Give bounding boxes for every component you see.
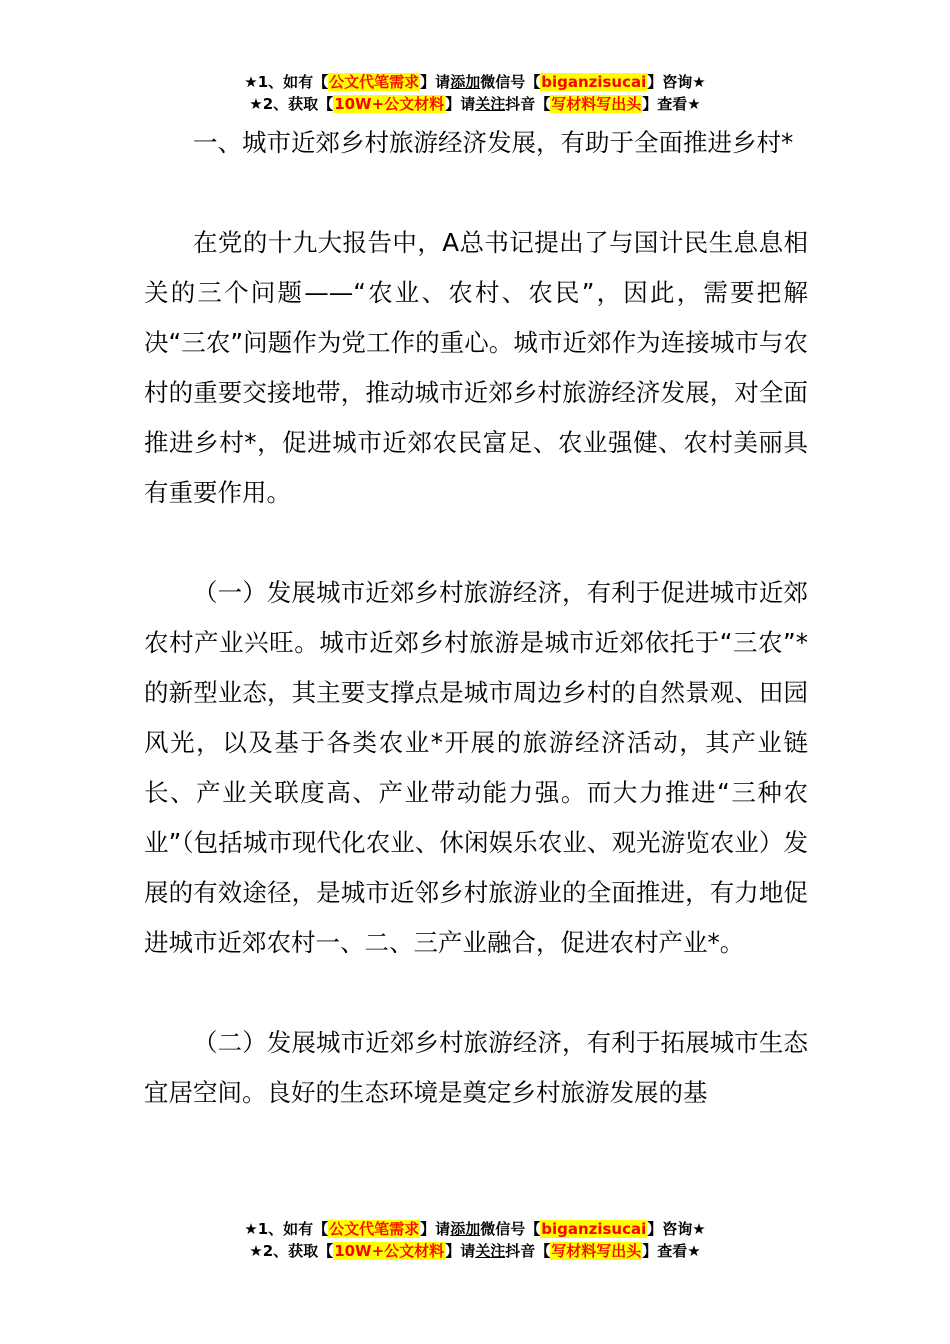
promo-highlight: 公文代笔需求 bbox=[329, 1220, 420, 1238]
section-heading: 一、城市近郊乡村旅游经济发展，有助于全面推进乡村* bbox=[193, 128, 794, 157]
document-body bbox=[144, 118, 808, 1118]
promo-text: 】查看★ bbox=[642, 95, 701, 113]
promo-text: 微信号【 bbox=[480, 1220, 541, 1238]
paragraph-2: （一）发展城市近郊乡村旅游经济，有利于促进城市近郊农村产业兴旺。城市近郊乡村旅游是城市近郊依托于“三农”*的新型业态，其主要支撑点是城市周边乡村的自然景观、田园风光，以及基于各类农业*开展的旅游经济活动，其产业链长、产业关联度高、产业带动能力强。而大力推进“三种农业”（包括城市现代化农业、休闲娱乐农业、观光游览农业）发展的有效途径，是城市近邻乡村旅游业的全面推进，有力地促进城市近郊农村一、二、三产业融合，促进农村产业*。 bbox=[144, 578, 808, 957]
paragraph-1: 在党的十九大报告中，A总书记提出了与国计民生息息相关的三个问题——“农业、农村、农民”，因此，需要把解决“三农”问题作为党工作的重心。城市近郊作为连接城市与农村的重要交接地带，推动城市近郊乡村旅游经济发展，对全面推进乡村*，促进城市近郊农民富足、农业强健、农村美丽具有重要作用。 bbox=[144, 228, 808, 507]
promo-text: 】咨询★ bbox=[647, 1220, 706, 1238]
promo-line-1 bbox=[0, 1218, 950, 1240]
promo-highlight: biganzisucai bbox=[541, 1220, 647, 1238]
promo-line-1 bbox=[0, 71, 950, 93]
promo-text: 】咨询★ bbox=[647, 73, 706, 91]
promo-underlined: 添加 bbox=[450, 1220, 481, 1238]
promo-underlined: 添加 bbox=[450, 73, 481, 91]
promo-text: ★2、获取【 bbox=[249, 95, 334, 113]
promo-text: 】请 bbox=[445, 1242, 476, 1260]
promo-underlined: 关注 bbox=[475, 95, 506, 113]
promo-line-2 bbox=[0, 93, 950, 115]
promo-text: 】请 bbox=[420, 1220, 451, 1238]
promo-banner-top bbox=[0, 71, 950, 115]
promo-highlight: 写材料写出头 bbox=[551, 95, 642, 113]
paragraph-gap bbox=[144, 968, 808, 1018]
paragraph-gap bbox=[144, 168, 808, 218]
promo-text: 抖音【 bbox=[505, 95, 551, 113]
promo-text: 】请 bbox=[420, 73, 451, 91]
promo-highlight: 公文代笔需求 bbox=[329, 73, 420, 91]
promo-highlight: 10W+公文材料 bbox=[334, 1242, 445, 1260]
promo-text: 】查看★ bbox=[642, 1242, 701, 1260]
promo-text: ★2、获取【 bbox=[249, 1242, 334, 1260]
promo-highlight: biganzisucai bbox=[541, 73, 647, 91]
promo-line-2 bbox=[0, 1240, 950, 1262]
promo-text: ★1、如有【 bbox=[244, 73, 329, 91]
paragraph-3: （二）发展城市近郊乡村旅游经济，有利于拓展城市生态宜居空间。良好的生态环境是奠定乡村旅游发展的基 bbox=[144, 1028, 808, 1107]
promo-underlined: 关注 bbox=[475, 1242, 506, 1260]
promo-text: 抖音【 bbox=[505, 1242, 551, 1260]
promo-text: ★1、如有【 bbox=[244, 1220, 329, 1238]
promo-banner-bottom bbox=[0, 1218, 950, 1262]
paragraph-gap bbox=[144, 518, 808, 568]
promo-text: 微信号【 bbox=[480, 73, 541, 91]
promo-highlight: 10W+公文材料 bbox=[334, 95, 445, 113]
promo-text: 】请 bbox=[445, 95, 476, 113]
promo-highlight: 写材料写出头 bbox=[551, 1242, 642, 1260]
